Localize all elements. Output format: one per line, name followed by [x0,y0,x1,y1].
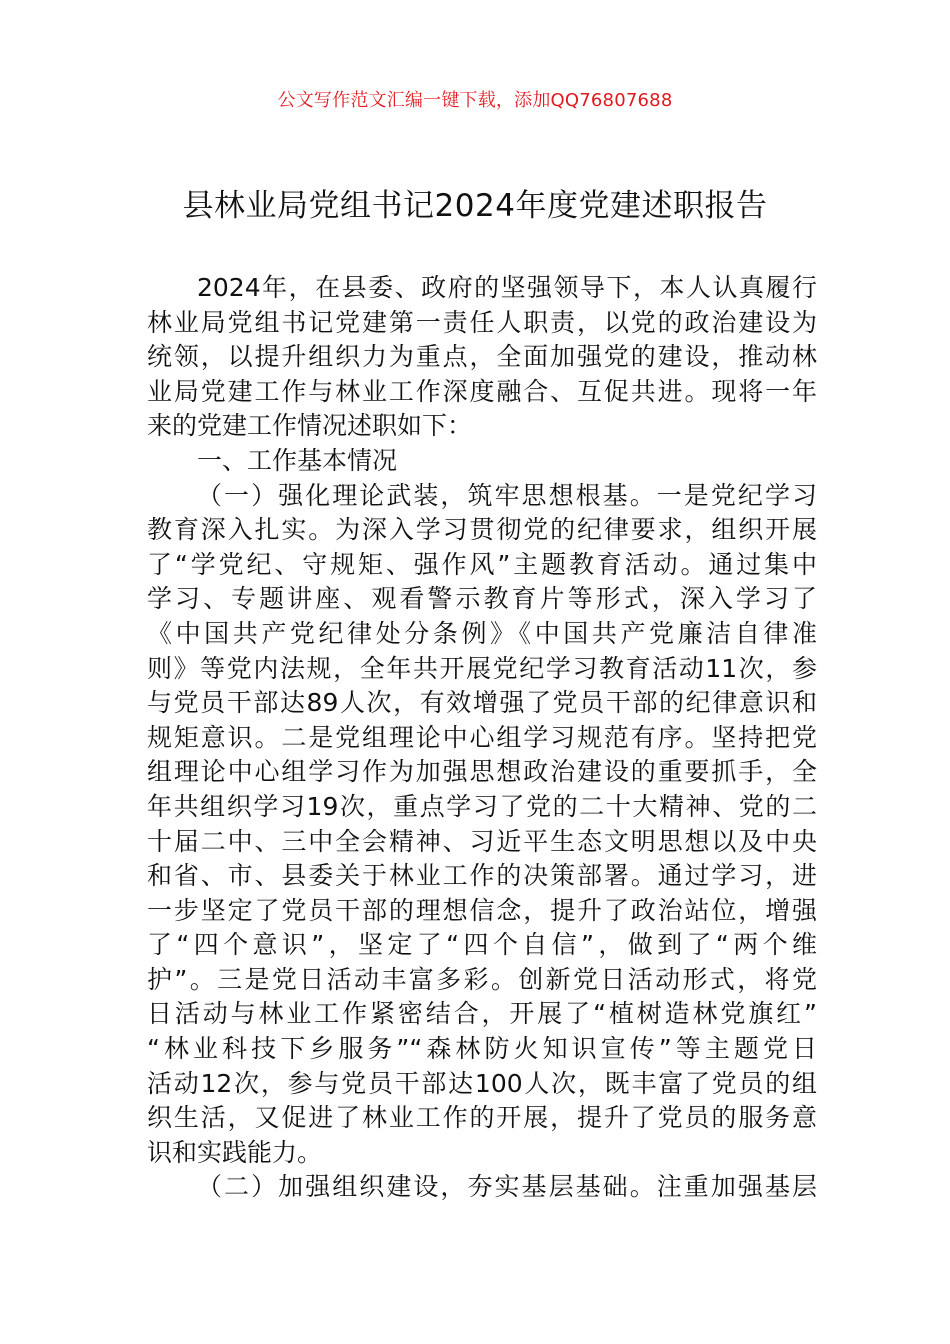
download-promo-note: 公文写作范文汇编一键下载，添加QQ76807688 [277,90,673,111]
paragraph-line: 了“学党纪、守规矩、强作风”主题教育活动。通过集中 [147,549,817,579]
paragraph-line: 组理论中心组学习作为加强思想政治建设的重要抓手，全 [147,757,817,787]
paragraph-line: 一步坚定了党员干部的理想信念，提升了政治站位，增强 [147,895,817,925]
paragraph-line: 十届二中、三中全会精神、习近平生态文明思想以及中央 [147,826,817,856]
paragraph-line: “林业科技下乡服务”“森林防火知识宣传”等主题党日 [147,1034,817,1064]
paragraph-line: （一）强化理论武装，筑牢思想根基。一是党纪学习 [197,480,817,510]
paragraph-line: 学习、专题讲座、观看警示教育片等形式，深入学习了 [147,584,817,614]
paragraph-line: 与党员干部达89人次，有效增强了党员干部的纪律意识和 [147,688,817,718]
paragraph-line: 业局党建工作与林业工作深度融合、互促共进。现将一年 [147,376,817,406]
paragraph-line: 护”。三是党日活动丰富多彩。创新党日活动形式，将党 [147,964,817,994]
paragraph-line: 来的党建工作情况述职如下： [147,411,473,441]
paragraph-line: 日活动与林业工作紧密结合，开展了“植树造林党旗红” [147,999,817,1029]
paragraph-line: 织生活，又促进了林业工作的开展，提升了党员的服务意 [147,1103,817,1133]
paragraph-line: 2024年，在县委、政府的坚强领导下，本人认真履行 [197,273,817,302]
paragraph-line: （二）加强组织建设，夯实基层基础。注重加强基层 [197,1172,817,1202]
paragraph-line: 《中国共产党纪律处分条例》《中国共产党廉洁自律准 [147,618,817,648]
paragraph-line: 识和实践能力。 [147,1137,323,1167]
paragraph-line: 则》等党内法规，全年共开展党纪学习教育活动11次，参 [147,653,817,683]
paragraph-line: 和省、市、县委关于林业工作的决策部署。通过学习，进 [147,861,817,891]
paragraph-line: 年共组织学习19次，重点学习了党的二十大精神、党的二 [147,791,817,821]
section-heading: 一、工作基本情况 [197,445,398,475]
paragraph-line: 活动12次，参与党员干部达100人次，既丰富了党员的组 [147,1068,817,1098]
paragraph-line: 林业局党组书记党建第一责任人职责，以党的政治建设为 [147,307,817,337]
paragraph-line: 统领，以提升组织力为重点，全面加强党的建设，推动林 [147,342,817,372]
paragraph-line: 规矩意识。二是党组理论中心组学习规范有序。坚持把党 [147,722,817,752]
document-body [147,271,817,1205]
paragraph-line: 教育深入扎实。为深入学习贯彻党的纪律要求，组织开展 [147,515,817,545]
paragraph-line: 了“四个意识”，坚定了“四个自信”，做到了“两个维 [147,930,817,960]
document-title: 县林业局党组书记2024年度党建述职报告 [182,188,768,224]
